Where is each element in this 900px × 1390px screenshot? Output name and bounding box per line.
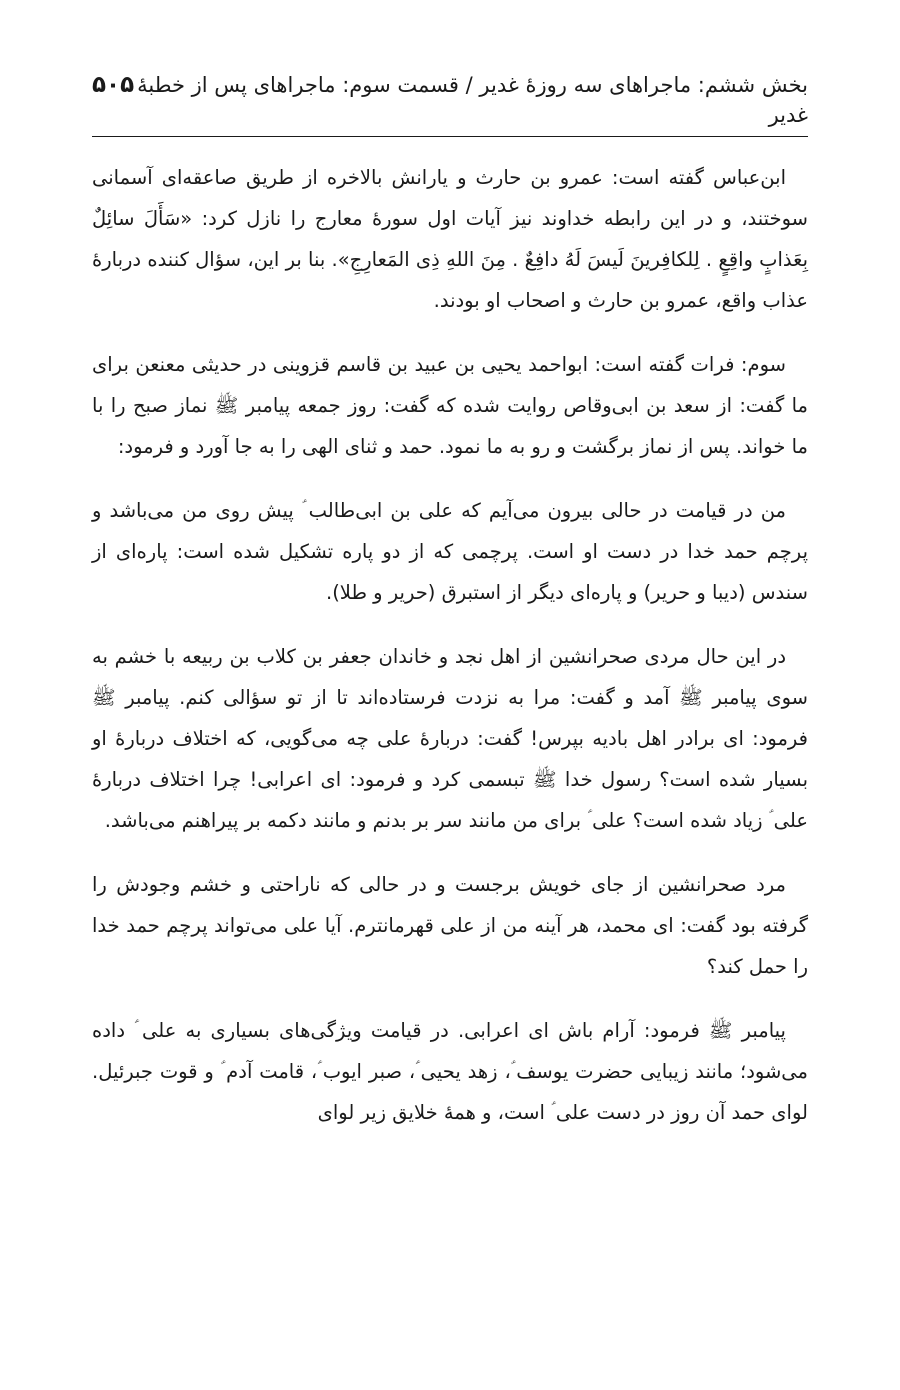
paragraph-5: مرد صحرانشین از جای خویش برجست و در حالی که ناراحتی و خشم وجودش را گرفته بود گفت: ای محمد، هر آینه من از علی قهرمانترم. آیا علی می‌تواند پرچم حمد خدا را حمل کند؟ — [92, 873, 808, 978]
running-header — [92, 70, 808, 137]
paragraph-4: در این حال مردی صحرانشین از اهل نجد و خاندان جعفر بن کلاب بن ربیعه با خشم به سوی پیامبر ﷺ آمد و گفت: مرا به نزدت فرستاده‌اند تا از تو سؤالی کنم. پیامبر ﷺ فرمود: ای برادر اهل بادیه بپرس! گفت: دربارۀ علی چه می‌گویی، که اختلاف دربارۀ او بسیار شده است؟ رسول خدا ﷺ تبسمی کرد و فرمود: ای اعرابی! چرا اختلاف دربارۀ علی ؑ زیاد شده است؟ علی ؑ برای من مانند سر بر بدنم و مانند دکمه بر پیراهنم می‌باشد. — [92, 645, 808, 832]
paragraph-2: سوم: فرات گفته است: ابواحمد یحیی بن عبید بن قاسم قزوینی در حدیثی معنعن برای ما گفت: از سعد بن ابی‌وقاص روایت شده که گفت: روز جمعه پیامبر ﷺ نماز صبح را با ما خواند. پس از نماز برگشت و رو به ما نمود. حمد و ثنای الهی را به جا آورد و فرمود: — [92, 353, 808, 458]
page-number: ۵۰۵ — [92, 72, 135, 98]
paragraph-3: من در قیامت در حالی بیرون می‌آیم که علی بن ابی‌طالب ؑ پیش روی من می‌باشد و پرچم حمد خدا در دست او است. پرچمی که از دو پاره تشکیل شده است: پاره‌ای از سندس (دیبا و حریر) و پاره‌ای دیگر از استبرق (حریر و طلا). — [92, 499, 808, 604]
paragraph-1: ابن‌عباس گفته است: عمرو بن حارث و یارانش بالاخره از طریق صاعقه‌ای آسمانی سوختند، و در این رابطه خداوند نیز آیات اول سورۀ معارج را نازل کرد: «سَأَلَ سائِلٌ بِعَذابٍ واقِعٍ . لِلکافِرینَ لَیسَ لَهُ دافِعٌ . مِنَ اللهِ ذِی المَعارِجِ». بنا بر این، سؤال کننده دربارۀ عذاب واقع، عمرو بن حارث و اصحاب او بودند. — [92, 166, 808, 312]
header-title: بخش ششم: ماجراهای سه روزۀ غدیر / قسمت سوم: ماجراهای پس از خطبۀ غدیر — [137, 73, 808, 127]
page-body — [92, 157, 808, 1133]
paragraph-6: پیامبر ﷺ فرمود: آرام باش ای اعرابی. در قیامت ویژگی‌های بسیاری به علی ؑ داده می‌شود؛ مانند زیبایی حضرت یوسف ؑ، زهد یحیی ؑ، صبر ایوب ؑ، قامت آدم ؑ و قوت جبرئیل. لوای حمد آن روز در دست علی ؑ است، و همۀ خلایق زیر لوای — [92, 1019, 808, 1124]
